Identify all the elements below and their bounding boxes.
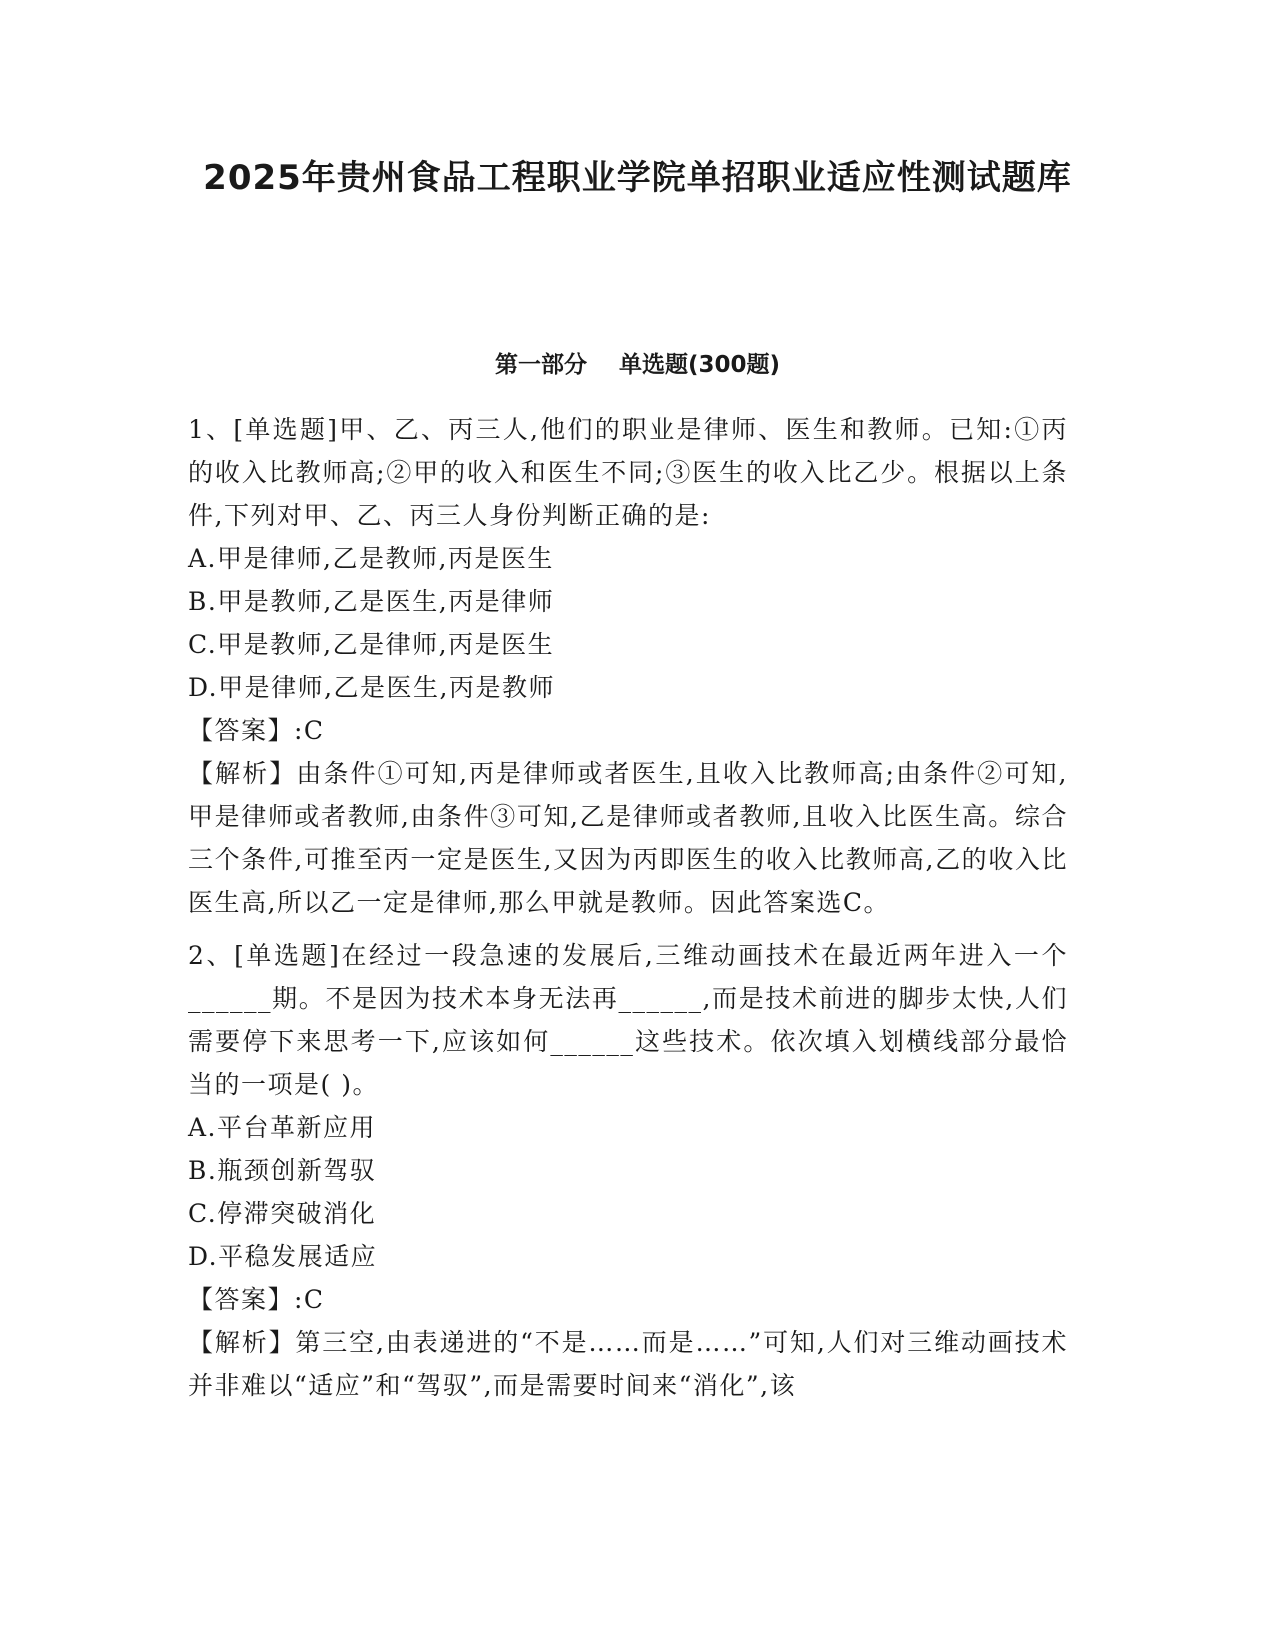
option-b: B.甲是教师,乙是医生,丙是律师 [188,587,555,616]
document-title: 2025年贵州食品工程职业学院单招职业适应性测试题库 [203,158,1072,198]
option-a: A.甲是律师,乙是教师,丙是医生 [188,544,554,573]
section-name: 单选题(300题) [618,352,781,378]
analysis: 【解析】第三空,由表递进的“不是……而是……”可知,人们对三维动画技术并非难以“适应”和“驾驭”,而是需要时间来“消化”,该 [188,1328,1068,1400]
question-stem: 1、[单选题]甲、乙、丙三人,他们的职业是律师、医生和教师。已知:①丙的收入比教师高;②甲的收入和医生不同;③医生的收入比乙少。根据以上条件,下列对甲、乙、丙三人身份判断正确的是: [188,415,1068,530]
question-1 [188,408,1068,924]
option-d: D.甲是律师,乙是医生,丙是教师 [188,673,555,702]
option-a: A.平台革新应用 [188,1113,377,1142]
section-heading [0,348,1275,382]
option-c: C.停滞突破消化 [188,1199,377,1228]
answer: 【答案】:C [188,1285,325,1314]
section-part: 第一部分 [494,352,587,378]
option-c: C.甲是教师,乙是律师,丙是医生 [188,630,555,659]
question-stem: 2、[单选题]在经过一段急速的发展后,三维动画技术在最近两年进入一个______期。不是因为技术本身无法再______,而是技术前进的脚步太快,人们需要停下来思考一下,应该如何______这些技术。依次填入划横线部分最恰当的一项是( )。 [188,941,1068,1099]
analysis: 【解析】由条件①可知,丙是律师或者医生,且收入比教师高;由条件②可知,甲是律师或者教师,由条件③可知,乙是律师或者教师,且收入比医生高。综合三个条件,可推至丙一定是医生,又因为丙即医生的收入比教师高,乙的收入比医生高,所以乙一定是律师,那么甲就是教师。因此答案选C。 [188,759,1068,917]
answer: 【答案】:C [188,716,325,745]
option-b: B.瓶颈创新驾驭 [188,1156,377,1185]
question-list [188,408,1068,1417]
question-2 [188,934,1068,1407]
option-d: D.平稳发展适应 [188,1242,378,1271]
